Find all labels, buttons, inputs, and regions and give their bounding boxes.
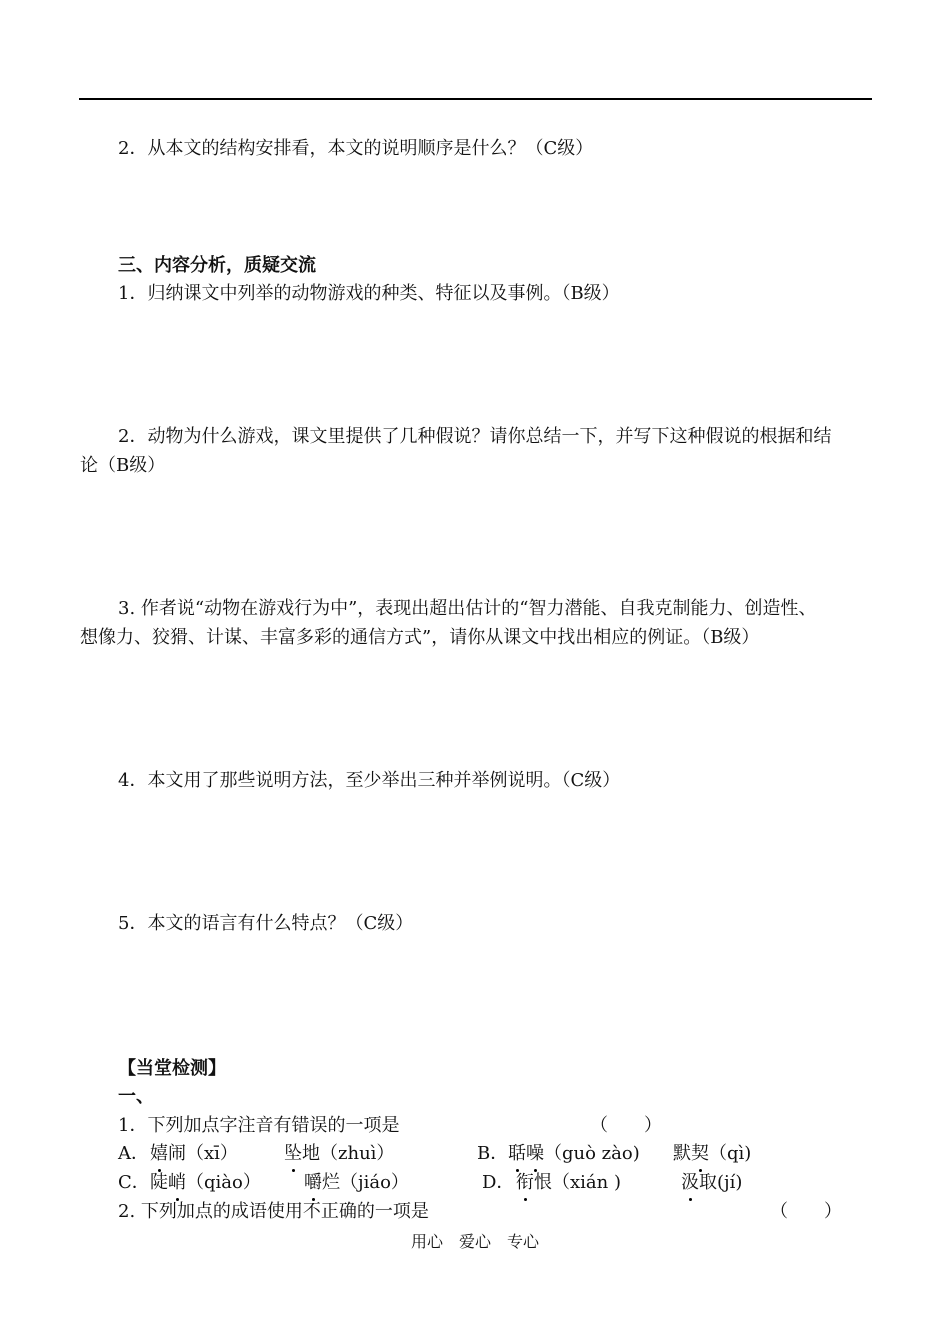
option-d-word-1: 衔恨（xián ): [516, 1172, 621, 1193]
header-rule: [79, 98, 872, 100]
test-question-1: 1．下列加点字注音有错误的一项是: [118, 1115, 400, 1136]
section-3-question-1: 1．归纳课文中列举的动物游戏的种类、特征以及事例。（B级）: [118, 283, 620, 304]
page-footer: 用心 爱心 专心: [410, 1232, 539, 1251]
test-subheading: 一、: [118, 1086, 154, 1107]
test-question-2: 2. 下列加点的成语使用不正确的一项是: [118, 1201, 429, 1222]
emphasis-dot-char: 嬉: [150, 1143, 168, 1164]
emphasis-dot-char: 汲: [681, 1172, 699, 1193]
option-b-word-1: 聒噪（guò zào): [508, 1143, 640, 1164]
section-3-heading: 三、内容分析，质疑交流: [118, 255, 316, 276]
option-b-word-2: 默契（qì): [673, 1143, 752, 1164]
section-3-question-3-line-2: 想像力、狡猾、计谋、丰富多彩的通信方式”，请你从课文中找出相应的例证。（B级）: [80, 627, 760, 648]
test-heading: 【当堂检测】: [118, 1058, 226, 1079]
emphasis-dot-char: 噪: [526, 1143, 544, 1164]
option-c-word-1: 陡峭（qiào）: [150, 1172, 261, 1193]
option-a-word-1: 嬉闹（xī）: [150, 1143, 238, 1164]
section-3-question-3-line-1: 3. 作者说“动物在游戏行为中”，表现出超出估计的“智力潜能、自我克制能力、创造性、: [118, 598, 817, 619]
option-c-word-2: 嚼烂（jiáo）: [304, 1172, 409, 1193]
emphasis-dot-char: 聒: [508, 1143, 526, 1164]
option-a-label: A．: [118, 1143, 149, 1164]
option-b-label: B．: [477, 1143, 509, 1164]
emphasis-dot-char: 契: [691, 1143, 709, 1164]
test-question-1-answer-bracket: （ ）: [590, 1115, 662, 1136]
test-question-2-answer-bracket: （ ）: [770, 1201, 842, 1222]
emphasis-dot-char: 衔: [516, 1172, 534, 1193]
emphasis-dot-char: 嚼: [304, 1172, 322, 1193]
emphasis-dot-char: 坠: [284, 1143, 302, 1164]
option-d-label: D．: [482, 1172, 515, 1193]
question-structure-order: 2．从本文的结构安排看，本文的说明顺序是什么？（C级）: [118, 138, 594, 159]
section-3-question-5: 5．本文的语言有什么特点？（C级）: [118, 913, 414, 934]
option-c-label: C．: [118, 1172, 150, 1193]
emphasis-dot-char: 峭: [168, 1172, 186, 1193]
section-3-question-2-line-2: 论（B级）: [80, 455, 166, 476]
option-d-word-2: 汲取(jí): [681, 1172, 743, 1193]
section-3-question-4: 4．本文用了那些说明方法，至少举出三种并举例说明。（C级）: [118, 770, 621, 791]
section-3-question-2-line-1: 2．动物为什么游戏，课文里提供了几种假说？请你总结一下，并写下这种假说的根据和结: [118, 426, 832, 447]
option-a-word-2: 坠地（zhuì）: [284, 1143, 395, 1164]
